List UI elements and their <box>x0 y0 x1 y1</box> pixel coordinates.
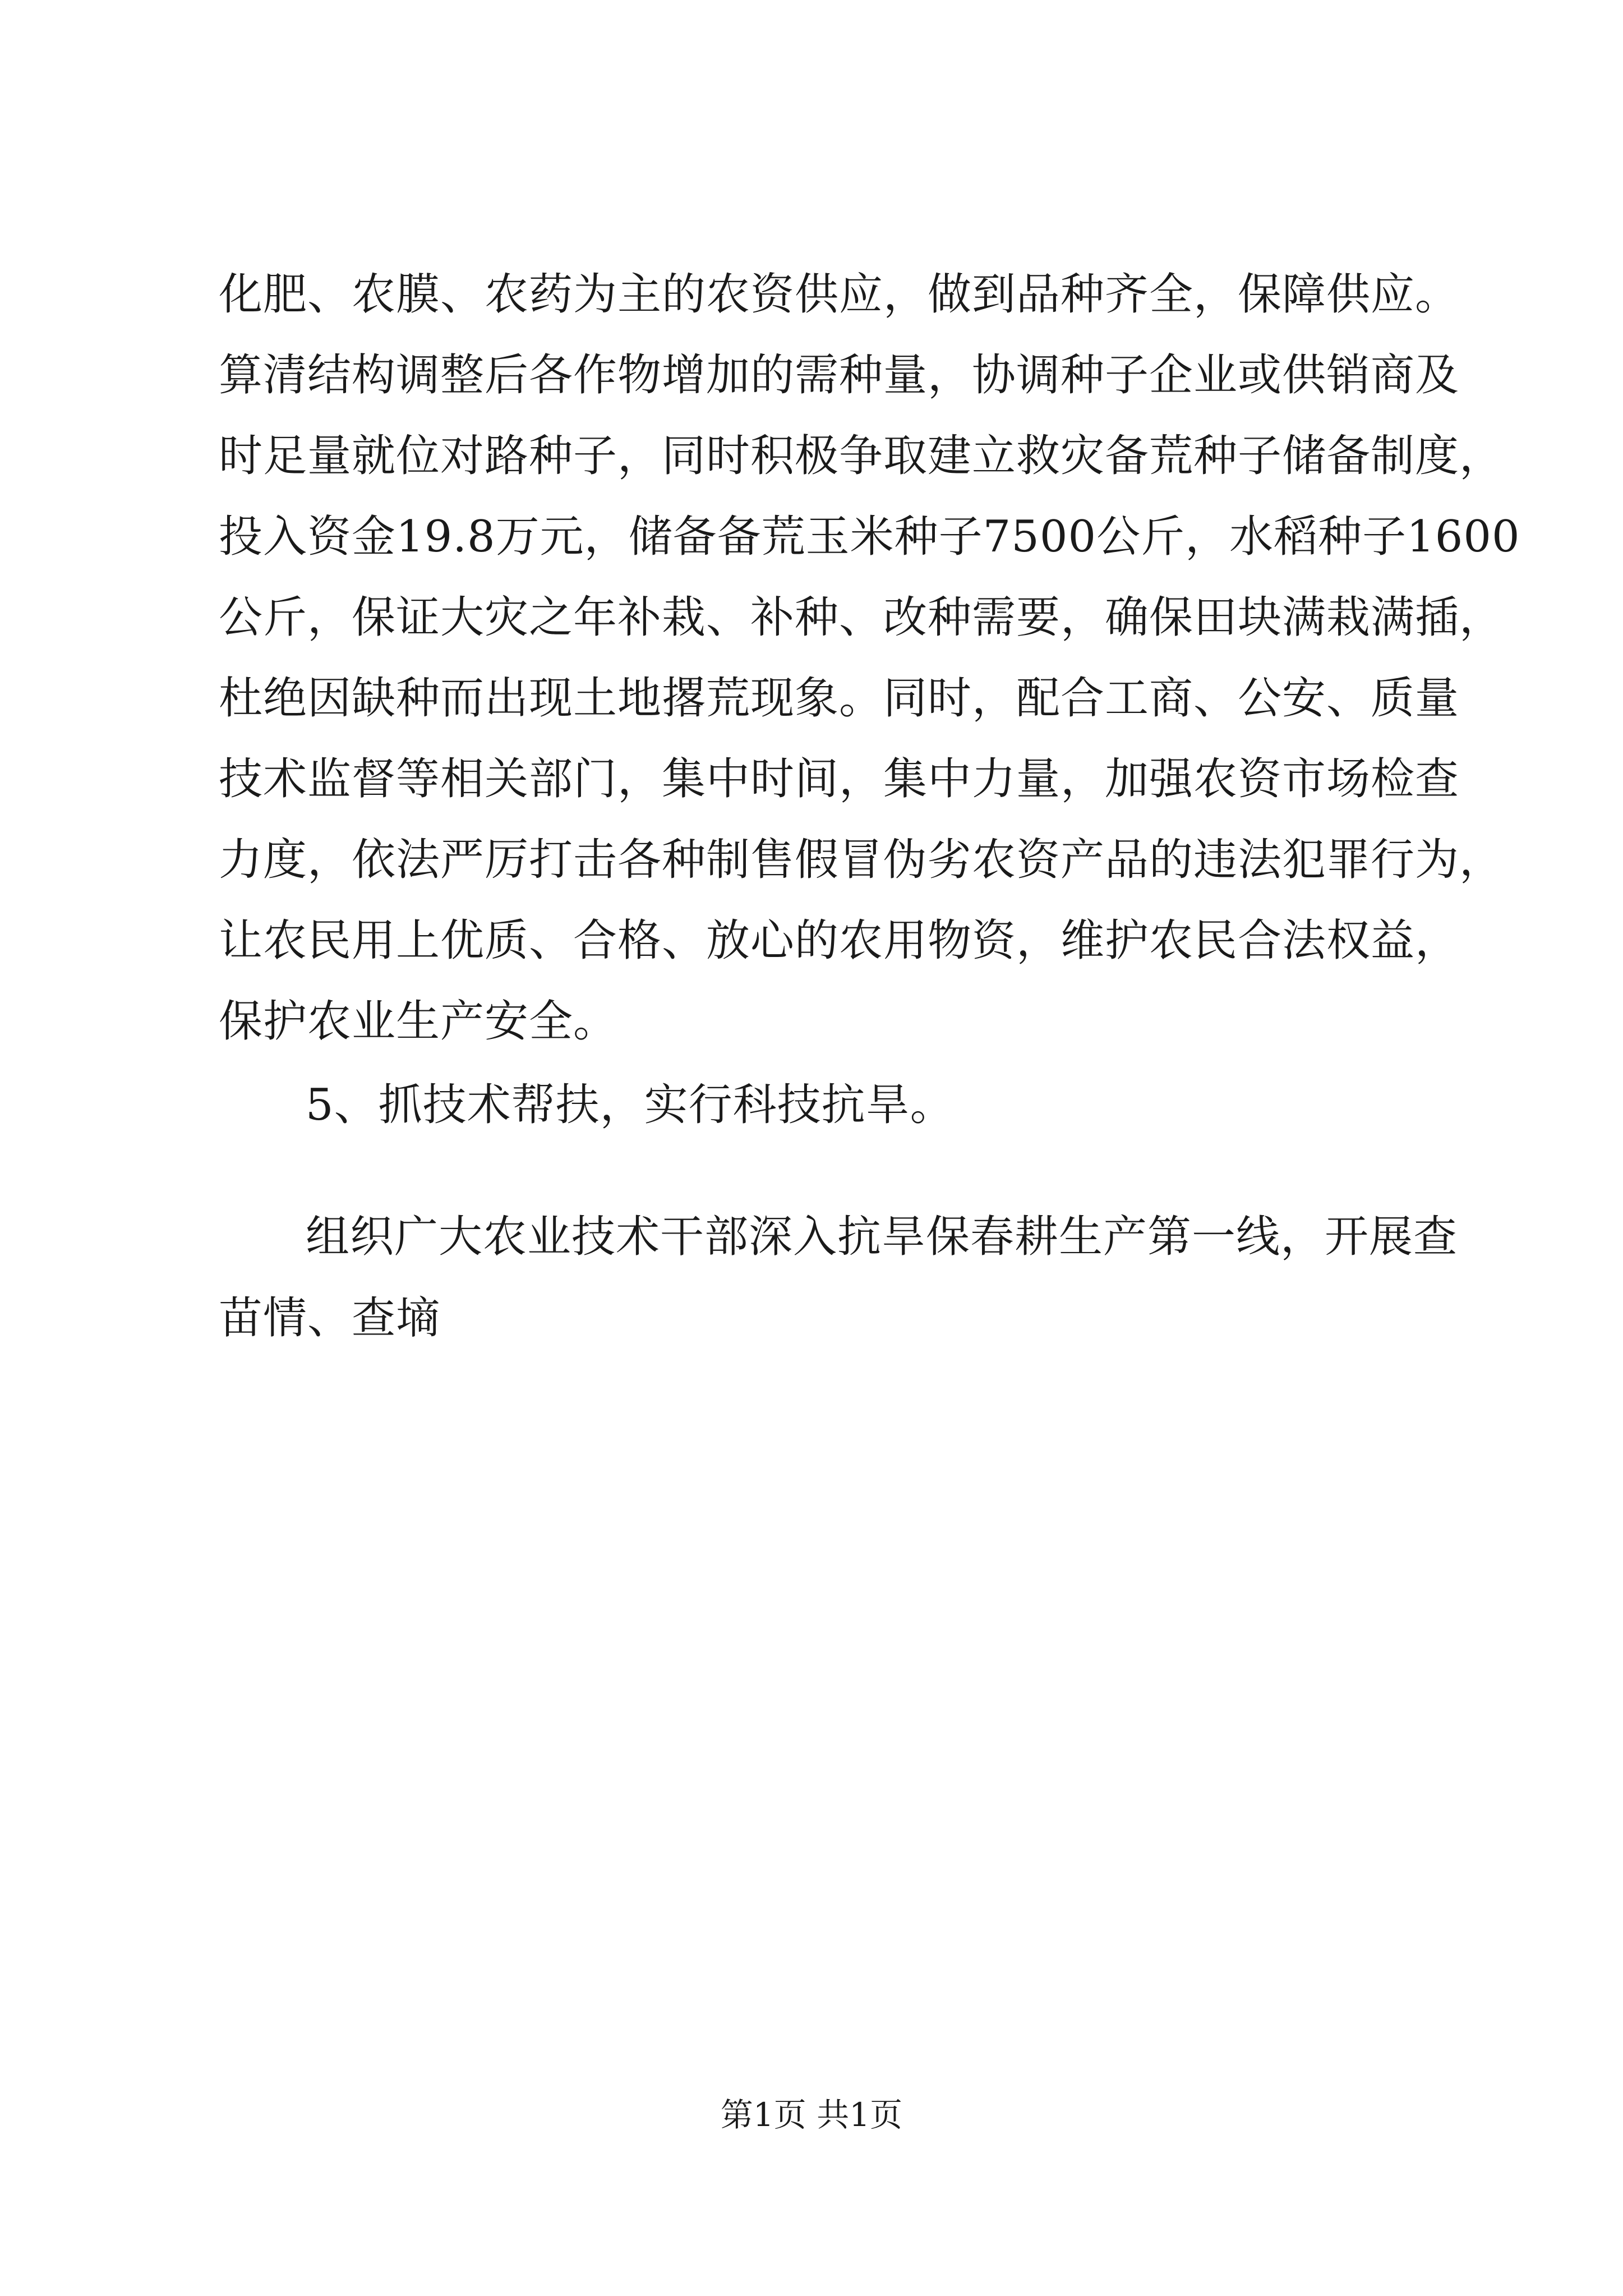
body-text-line: 算清结构调整后各作物增加的需种量，协调种子企业或供销商及 <box>219 350 1460 401</box>
body-text-line: 技术监督等相关部门，集中时间，集中力量，加强农资市场检查 <box>219 754 1460 804</box>
page-footer: 第1页 共1页 <box>720 2096 903 2134</box>
body-text-line: 投入资金19.8万元，储备备荒玉米种子7500公斤，水稻种子1600 <box>219 512 1520 562</box>
body-text-line: 苗情、查墒 <box>219 1293 441 1343</box>
body-text-line: 杜绝因缺种而出现土地撂荒现象。同时，配合工商、公安、质量 <box>219 673 1460 724</box>
body-text-line: 保护农业生产安全。 <box>219 996 618 1047</box>
body-text-line: 时足量就位对路种子，同时积极争取建立救灾备荒种子储备制度， <box>219 431 1504 481</box>
body-text-line: 组织广大农业技术干部深入抗旱保春耕生产第一线，开展查 <box>306 1212 1458 1262</box>
body-text-line: 公斤，保证大灾之年补栽、补种、改种需要，确保田块满栽满插， <box>219 592 1504 643</box>
body-text-line: 力度，依法严厉打击各种制售假冒伪劣农资产品的违法犯罪行为， <box>219 835 1504 885</box>
body-text-line: 让农民用上优质、合格、放心的农用物资，维护农民合法权益， <box>219 915 1460 966</box>
section-heading: 5、抓技术帮扶，实行科技抗旱。 <box>306 1080 955 1130</box>
body-text-line: 化肥、农膜、农药为主的农资供应，做到品种齐全，保障供应。 <box>219 269 1460 320</box>
